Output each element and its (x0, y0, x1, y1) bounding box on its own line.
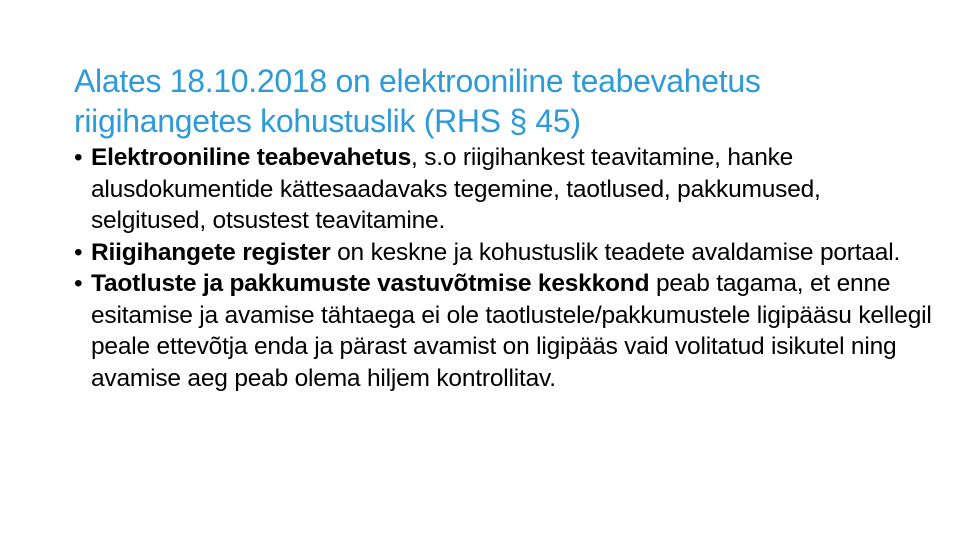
slide-title: Alates 18.10.2018 on elektrooniline teabevahetus riigihangetes kohustuslik (RHS § 45) (74, 63, 761, 140)
bullet-icon: • (74, 238, 83, 266)
bullet-list (74, 142, 934, 394)
bullet-icon: • (74, 144, 83, 171)
bullet-term: Riigihangete register (91, 238, 331, 266)
bullet-text: , s.o riigihankest teavitamine, hanke alusdokumentide kättesaadavaks tegemine, taotlused, pakkumused, selgitused, otsustest teavitamine. (91, 144, 821, 234)
bullet-item-procurement-register (74, 237, 934, 269)
bullet-text: peab tagama, et enne esitamise ja avamise tähtaega ei ole taotlustele/pakkumustele ligipääsu kellegil peale ettevõtja enda ja pärast avamist on ligipääs vaid volitatud isikutel ning avamise aeg peab olema hiljem kontrollitav. (91, 270, 932, 392)
bullet-term: Elektrooniline teabevahetus (91, 144, 412, 171)
bullet-term: Taotluste ja pakkumuste vastuvõtmise keskkond (91, 270, 650, 297)
bullet-icon: • (74, 270, 83, 297)
bullet-item-electronic-exchange (74, 142, 934, 237)
bullet-item-submission-environment (74, 268, 934, 394)
bullet-text: on keskne ja kohustuslik teadete avaldamise portaal. (330, 238, 901, 266)
